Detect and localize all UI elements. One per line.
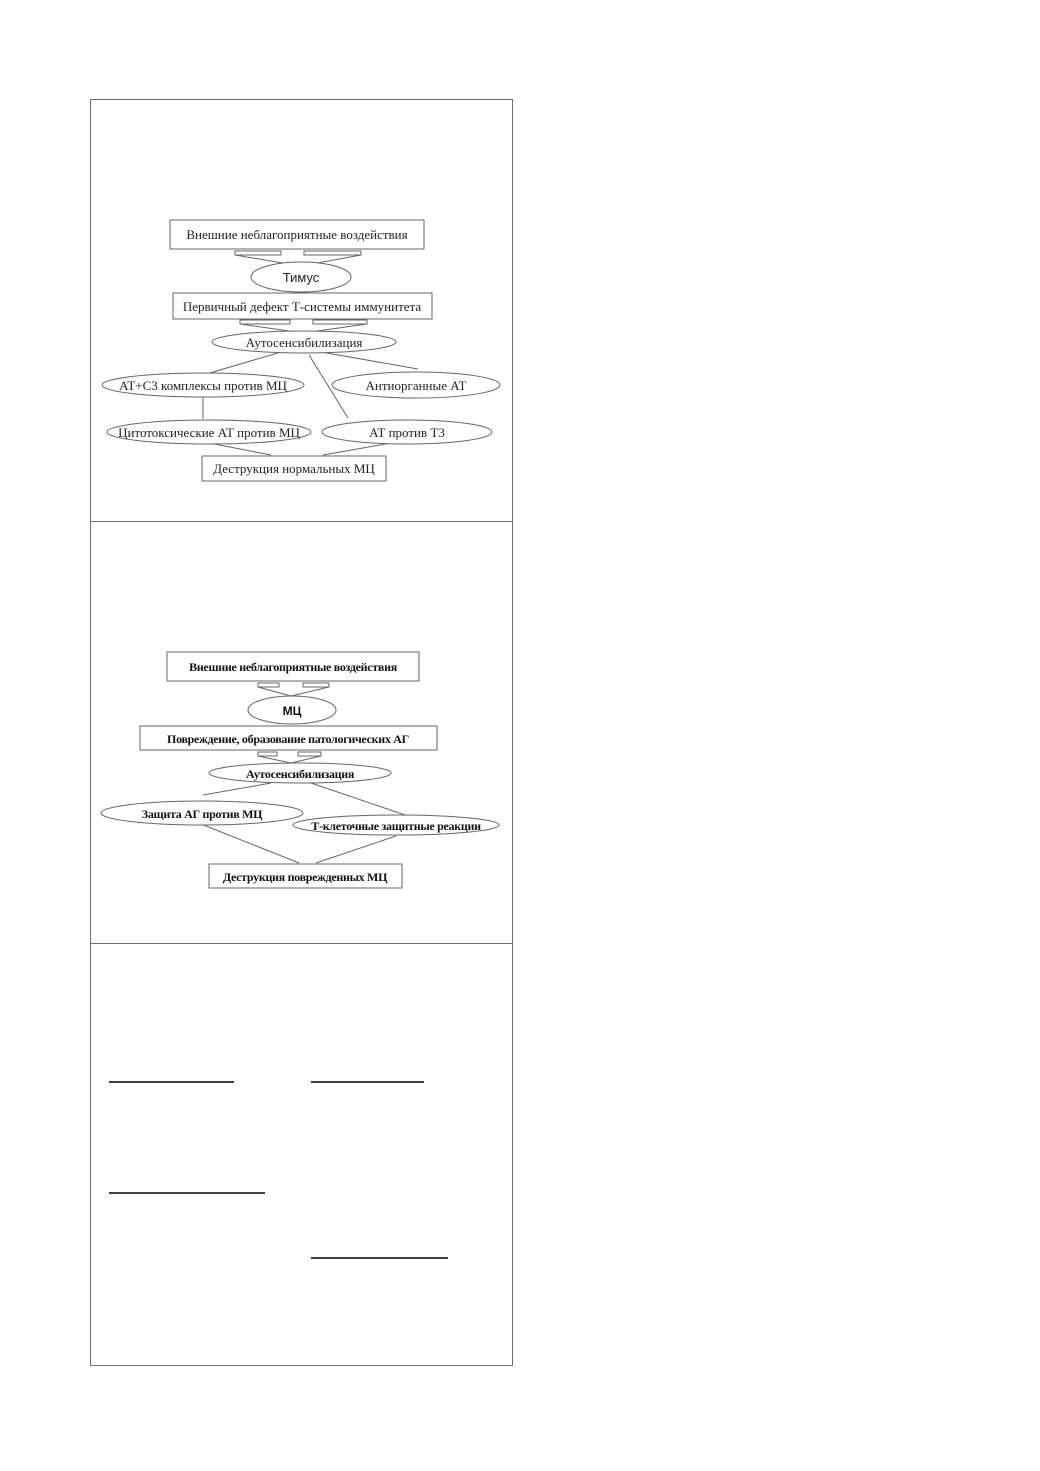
diagram-2-svg bbox=[91, 522, 514, 944]
diagram-panel-2 bbox=[91, 522, 512, 944]
arrow-anti-t3-destruction bbox=[323, 443, 391, 455]
arrow-cytotoxic-destruction bbox=[209, 443, 271, 455]
node-anti-t3-label: АТ против Т3 bbox=[369, 425, 445, 440]
arrow-tcell-destruction bbox=[316, 836, 396, 863]
connector-external-mc bbox=[258, 683, 329, 696]
node-damage-label: Повреждение, образование патологических АГ bbox=[167, 732, 409, 746]
node-thymus-label: Тимус bbox=[282, 270, 320, 285]
node-destruction-label: Деструкция нормальных МЦ bbox=[213, 461, 375, 476]
diagram-3-svg bbox=[91, 944, 514, 1365]
connector-damage-autosens bbox=[258, 752, 321, 763]
node-complexes-label: АТ+С3 комплексы против МЦ bbox=[119, 378, 287, 393]
arrow-protection-destruction bbox=[201, 824, 299, 863]
arrow-autosens-protection bbox=[203, 783, 271, 795]
arrow-autosens-antiorgan bbox=[321, 352, 418, 369]
node-protection-label: Защита АГ против МЦ bbox=[141, 807, 263, 821]
node-primary-defect-label: Первичный дефект Т-системы иммунитета bbox=[182, 299, 422, 314]
node-destruction-label: Деструкция поврежденных МЦ bbox=[222, 870, 388, 884]
diagram-frame bbox=[90, 99, 513, 1366]
arrow-autosens-complexes bbox=[203, 352, 281, 375]
node-autosens-label: Аутосенсибилизация bbox=[245, 335, 363, 350]
node-external-label: Внешние неблагоприятные воздействия bbox=[189, 660, 397, 674]
node-autosens-label: Аутосенсибилизация bbox=[245, 767, 355, 781]
node-antiorgan-label: Антиорганные АТ bbox=[365, 378, 467, 393]
node-cytotoxic-label: Цитотоксические АТ против МЦ bbox=[118, 425, 300, 440]
node-mc-label: МЦ bbox=[282, 704, 302, 718]
node-tcell-label: Т-клеточные защитные реакции bbox=[311, 819, 481, 833]
arrow-autosens-tcell bbox=[311, 783, 411, 817]
diagram-panel-1 bbox=[91, 100, 512, 522]
diagram-1-svg bbox=[91, 100, 514, 522]
diagram-panel-3 bbox=[91, 944, 512, 1365]
node-external-label: Внешние неблагоприятные воздействия bbox=[186, 227, 408, 242]
